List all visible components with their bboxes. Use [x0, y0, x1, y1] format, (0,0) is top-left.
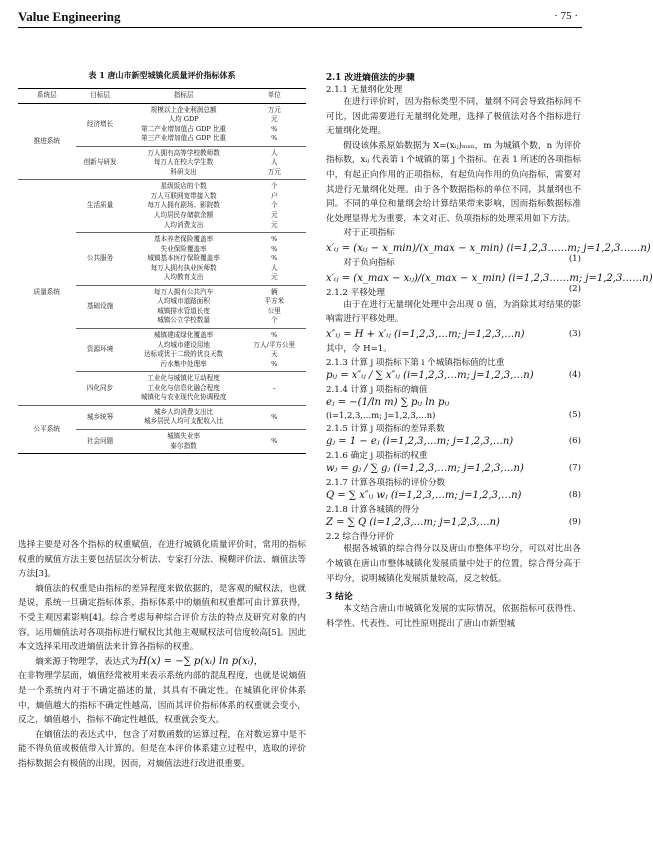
unit-cell: 辆 平方米 公里 个: [243, 285, 306, 328]
formula-6: [326, 436, 581, 447]
subsection-heading: 2.1.5 计算 j 项指标的差异系数: [326, 424, 445, 435]
indicator-cell: 规模以上企业利润总额 人均 GDP 第二产业增加值占 GDP 比重 第三产业增加值占 GDP 比重: [125, 103, 243, 146]
left-column-text: [18, 538, 306, 772]
system-cell: 推进系统: [18, 103, 76, 180]
target-cell: 生活质量: [76, 180, 125, 233]
equation-number: (8): [568, 490, 581, 501]
table-caption: 表 1 唐山市新型城镇化质量评价指标体系: [88, 70, 236, 80]
equation-number: (3): [568, 328, 581, 339]
target-cell: 公共服务: [76, 233, 125, 286]
equation-number: (2): [568, 283, 581, 294]
unit-cell: % % % 人 元: [243, 233, 306, 286]
unit-cell: % 万人/平方公里 天 %: [243, 329, 306, 372]
formula-3: [326, 329, 581, 340]
formula-text: gⱼ = 1 − eⱼ (i=1,2,3,…m; j=1,2,3,…n): [326, 436, 514, 448]
indicator-cell: 城镇建成绿化覆盖率 人均城市建设用地 达标或优于二级的优良天数 污水集中处理率: [125, 329, 243, 372]
col-header-unit: 单位: [243, 89, 306, 104]
formula-text: wⱼ = gⱼ / ∑ gⱼ (i=1,2,3,…m; j=1,2,3,…n): [326, 463, 524, 475]
target-cell: 资源环境: [76, 329, 125, 372]
unit-cell: 万元 元 % %: [243, 103, 306, 146]
equation-number: (9): [568, 517, 581, 528]
unit-cell: %: [243, 429, 306, 453]
indicator-table: [18, 88, 306, 454]
formula-text: Z = ∑ Q (i=1,2,3,…m; j=1,2,3,…n): [326, 517, 500, 529]
formula-7: [326, 463, 581, 474]
equation-number: (5): [568, 410, 581, 421]
col-header-system: 系统层: [18, 89, 76, 104]
section-heading: 3 结论: [326, 592, 353, 603]
negative-label: 对于负向指标: [343, 257, 395, 268]
formula-text: x″ᵢⱼ = H + x′ᵢⱼ (i=1,2,3,…m; j=1,2,3,…n): [326, 328, 525, 340]
unit-cell: %: [243, 405, 306, 429]
target-cell: 城乡统筹: [76, 405, 125, 429]
table-row: [18, 180, 306, 233]
equation-number: (4): [568, 370, 581, 381]
col-header-indicator: 指标层: [125, 89, 243, 104]
formula-8: [326, 490, 581, 501]
indicator-cell: 基本养老保险覆盖率 失业保险覆盖率 城镇基本医疗保险覆盖率 每万人拥有执业医师数 人均教育支出: [125, 233, 243, 286]
indicator-cell: 工业化与城镇化互动程度 工业化与信息化融合程度 城镇化与农业现代化协调程度: [125, 372, 243, 406]
system-cell: 质量系统: [18, 180, 76, 405]
table-row: [18, 103, 306, 146]
subsection-heading: 2.1.1 无量纲化处理: [326, 85, 403, 95]
subsection-heading: 2.1.3 计算 j 项指标下第 i 个城镇指标值的比重: [326, 358, 505, 369]
target-cell: 基础设施: [76, 285, 125, 328]
formula-text: Q = ∑ x″ᵢⱼ wⱼ (i=1,2,3,…m; j=1,2,3,…n): [326, 490, 522, 502]
indicator-cell: 城乡人均消费支出比 城乡居民人均可支配收入比: [125, 405, 243, 429]
formula-9: [326, 517, 581, 528]
equation-number: (6): [568, 436, 581, 447]
paragraph: 在熵值法的表达式中，包含了对数函数的运算过程，在对数运算中是不能不得负值或极值带入计算的。但是在本评价体系建立过程中，选取的评价指标数据会有极值的出现，因而，对熵值法进行改进很重要。: [18, 729, 306, 769]
paragraph: 根据各城镇的综合得分以及唐山市整体平均分，可以对比出各个城镇在唐山市整体城镇化发展质量中处于的位置，综合得分高于平均分，说明城镇化发展质量较高，反之较低。: [326, 544, 581, 584]
subsection-heading: 2.1.7 计算各项指标的评价分数: [326, 478, 446, 489]
paragraph: 在进行评价时，因为指标类型不同，量纲不同会导致指标间不可比，因此需要进行无量纲化处理，选择了极值法对各个指标进行无量纲化处理。: [326, 97, 581, 137]
system-cell: 公平系统: [18, 405, 76, 453]
right-column-text: [326, 70, 653, 631]
formula-text: eⱼ = −(1/ln m) ∑ pᵢⱼ ln pᵢⱼ: [326, 397, 450, 409]
unit-cell: 人 人 万元: [243, 146, 306, 180]
entropy-formula: H(x) = −∑ p(xᵢ) ln p(xᵢ)，: [138, 655, 264, 667]
equation-number: (7): [568, 463, 581, 474]
unit-cell: 个 户 个 元 元: [243, 180, 306, 233]
col-header-target: 目标层: [76, 89, 125, 104]
paragraph: 本文结合唐山市城镇化发展的实际情况，依据指标可获得性、科学性、代表性、可比性原则提出了唐山市新型城: [326, 604, 581, 629]
equation-number: (1): [568, 253, 581, 264]
formula-4: [326, 370, 581, 381]
subsection-heading: 2.2 综合得分评价: [326, 532, 394, 543]
journal-title: Value Engineering: [18, 9, 121, 24]
paragraph: 熵值法的权重是由指标的差异程度来做依据的，是客观的赋权法，也就是说，系统一旦确定指标体系，指标体系中的熵值和权重都可由计算获得，不受主观因素影响[4]。综合考虑每种综合评价方法的特点及研究对象的内容，运用熵值法对各项指标进行赋权比其他主观赋权法可信度较高[5]。因此本文选择采用改进熵值法来计算各指标的权重。: [18, 583, 306, 653]
subsection-heading: 2.1.4 计算 j 项指标的熵值: [326, 385, 428, 396]
paragraph: 由于在进行无量纲化处理中会出现 0 值，为消除其对结果的影响需进行平移处理。: [326, 299, 581, 325]
formula-text: pᵢⱼ = x″ᵢⱼ / ∑ x″ᵢⱼ (i=1,2,3,…m; j=1,2,3,…n): [326, 370, 534, 382]
target-cell: 经济增长: [76, 103, 125, 146]
positive-label: 对于正项指标: [343, 228, 395, 239]
target-cell: 创新与研发: [76, 146, 125, 180]
unit-cell: –: [243, 372, 306, 406]
formula-5: [326, 397, 581, 408]
header-rule: [18, 27, 582, 28]
formula-text: x′ᵢⱼ = (xᵢⱼ − x_min)/(x_max − x_min) (i=1,2,3……m; j=1,2,3……n): [326, 242, 651, 254]
formula-5-range: [326, 410, 581, 420]
formula-text: x′ᵢⱼ = (x_max − xᵢⱼ)/(x_max − x_min) (i=1,2,3……m; j=1,2,3……n): [326, 272, 653, 284]
subsection-heading: 2.1.6 确定 j 项指标的权重: [326, 451, 428, 462]
indicator-cell: 星级饭店的个数 万人互联网宽带接入数 每万人拥有剧场、影院数 人均居民存储款余额 人均消费支出: [125, 180, 243, 233]
paragraph: [18, 655, 306, 670]
section-heading: 2.1 改进熵值法的步骤: [326, 73, 415, 83]
paragraph: 其中，令 H=1。: [326, 343, 392, 354]
formula-text: (i=1,2,3,…m; j=1,2,3,…n): [326, 410, 436, 421]
page-number: · 75 ·: [554, 10, 578, 22]
subsection-heading: 2.1.2 平移处理: [326, 287, 385, 298]
table-row: [18, 405, 306, 429]
target-cell: 四化同步: [76, 372, 125, 406]
paragraph: 假设该体系原始数据为 X=(xᵢⱼ)ₘₓₙ，m 为城镇个数，n 为评价指标数，xᵢⱼ 代表第 i 个城镇的第 j 个指标。在表 1 所述的各项指标中，有起正向作用的正项指标，有起负向作用的负向指标，需要对其进行无量纲化处理。由于各个数据指标的单位不同，其量纲也不同。不同的单位和量纲会给计算结果带来影响，因而指标数据标准化处理显得尤为重要，本文对正、负项指标的处理采用如下方法。: [326, 140, 581, 224]
target-cell: 社会问题: [76, 429, 125, 453]
indicator-cell: 每万人拥有公共汽车 人均城市道路面积 城镇排水管道长度 城镇公立学校数量: [125, 285, 243, 328]
entropy-intro: 熵来源于物理学，表达式为: [35, 656, 139, 667]
indicator-cell: 城镇失业率 泰尔指数: [125, 429, 243, 453]
subsection-heading: 2.1.8 计算各城镇的得分: [326, 505, 420, 516]
paragraph: 在非物理学层面，熵值经常被用来表示系统内部的混乱程度，也就是说熵值是一个系统内对于不确定描述的量，其具有不确定性。在城镇化评价体系中，熵值越大的指标不确定性越高，因而其评价指标体系的权重就会变小，反之，熵值越小，指标不确定性越低，权重就会变大。: [18, 671, 306, 726]
indicator-cell: 万人拥有高等学校教师数 每万人在校大学生数 科研支出: [125, 146, 243, 180]
paragraph: 选择主要是对各个指标的权重赋值，在进行城镇化质量评价时，常用的指标权重的赋值方法主要包括层次分析法、专家打分法、模糊评价法、熵值法等方法[3]。: [18, 540, 306, 580]
